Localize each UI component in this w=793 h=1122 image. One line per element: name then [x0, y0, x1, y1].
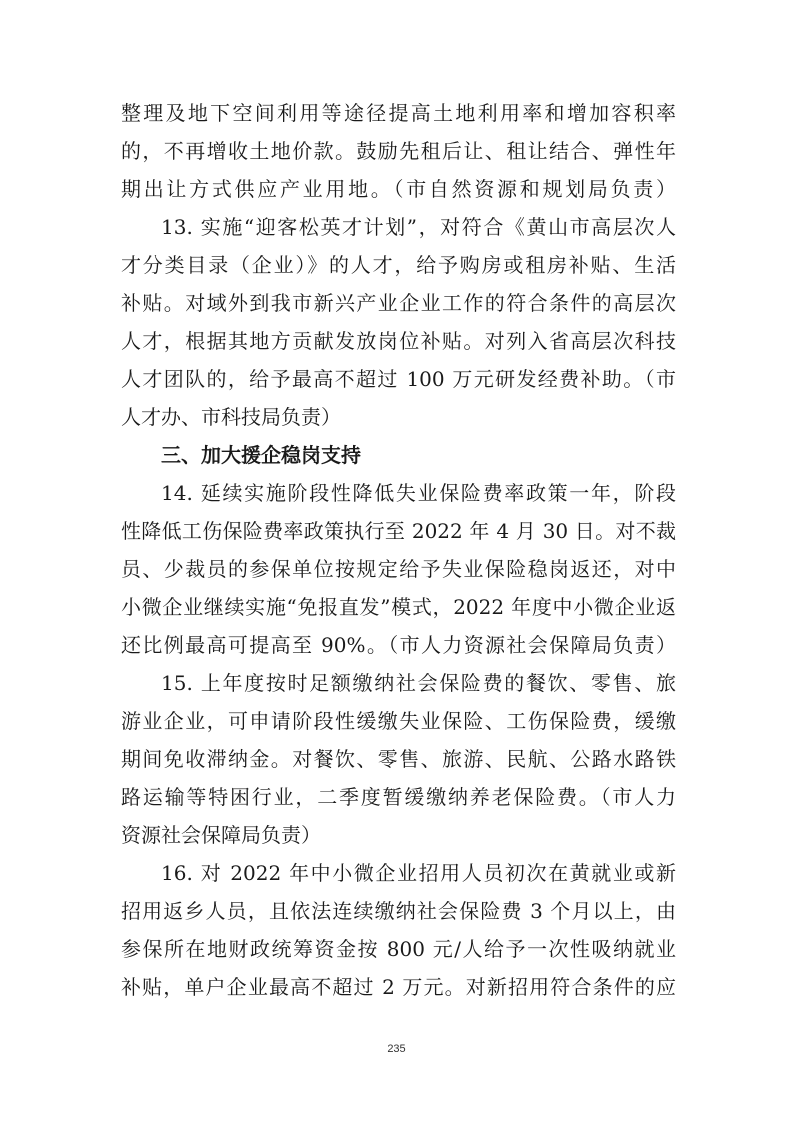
text-line: 整理及地下空间利用等途径提高土地利用率和增加容积率 [121, 101, 676, 125]
text-line: 还比例最高可提高至 90%。（市人力资源社会保障局负责） [121, 633, 676, 657]
text-line: 期间免收滞纳金。对餐饮、零售、旅游、民航、公路水路铁 [121, 747, 676, 771]
section-heading: 三、加大援企稳岗支持 [161, 443, 361, 467]
text-line: 小微企业继续实施“免报直发”模式，2022 年度中小微企业返 [121, 595, 676, 619]
text-line: 16. 对 2022 年中小微企业招用人员初次在黄就业或新 [161, 861, 676, 885]
text-line: 补贴，单户企业最高不超过 2 万元。对新招用符合条件的应 [121, 975, 676, 999]
text-line: 才分类目录（企业）》的人才，给予购房或租房补贴、生活 [121, 253, 676, 277]
text-line: 14. 延续实施阶段性降低失业保险费率政策一年，阶段 [161, 481, 676, 505]
text-line: 人才，根据其地方贡献发放岗位补贴。对列入省高层次科技 [121, 329, 676, 353]
text-line: 人才团队的，给予最高不超过 100 万元研发经费补助。（市 [121, 367, 676, 391]
text-line: 路运输等特困行业，二季度暂缓缴纳养老保险费。（市人力 [121, 785, 676, 809]
text-line: 资源社会保障局负责） [121, 823, 321, 847]
text-line: 的，不再增收土地价款。鼓励先租后让、租让结合、弹性年 [121, 139, 676, 163]
text-line: 性降低工伤保险费率政策执行至 2022 年 4 月 30 日。对不裁 [121, 519, 676, 543]
body-text [121, 94, 676, 1006]
page-number: 235 [387, 1043, 406, 1055]
text-line: 招用返乡人员，且依法连续缴纳社会保险费 3 个月以上，由 [121, 899, 676, 923]
text-line: 期出让方式供应产业用地。（市自然资源和规划局负责） [121, 177, 676, 201]
text-line: 补贴。对域外到我市新兴产业企业工作的符合条件的高层次 [121, 291, 676, 315]
text-line: 参保所在地财政统筹资金按 800 元/人给予一次性吸纳就业 [121, 937, 676, 961]
text-line: 人才办、市科技局负责） [121, 405, 341, 429]
text-line: 15. 上年度按时足额缴纳社会保险费的餐饮、零售、旅 [161, 671, 676, 695]
text-line: 员、少裁员的参保单位按规定给予失业保险稳岗返还，对中 [121, 557, 676, 581]
text-line: 游业企业，可申请阶段性缓缴失业保险、工伤保险费，缓缴 [121, 709, 676, 733]
text-line: 13. 实施“迎客松英才计划”，对符合《黄山市高层次人 [161, 215, 676, 239]
